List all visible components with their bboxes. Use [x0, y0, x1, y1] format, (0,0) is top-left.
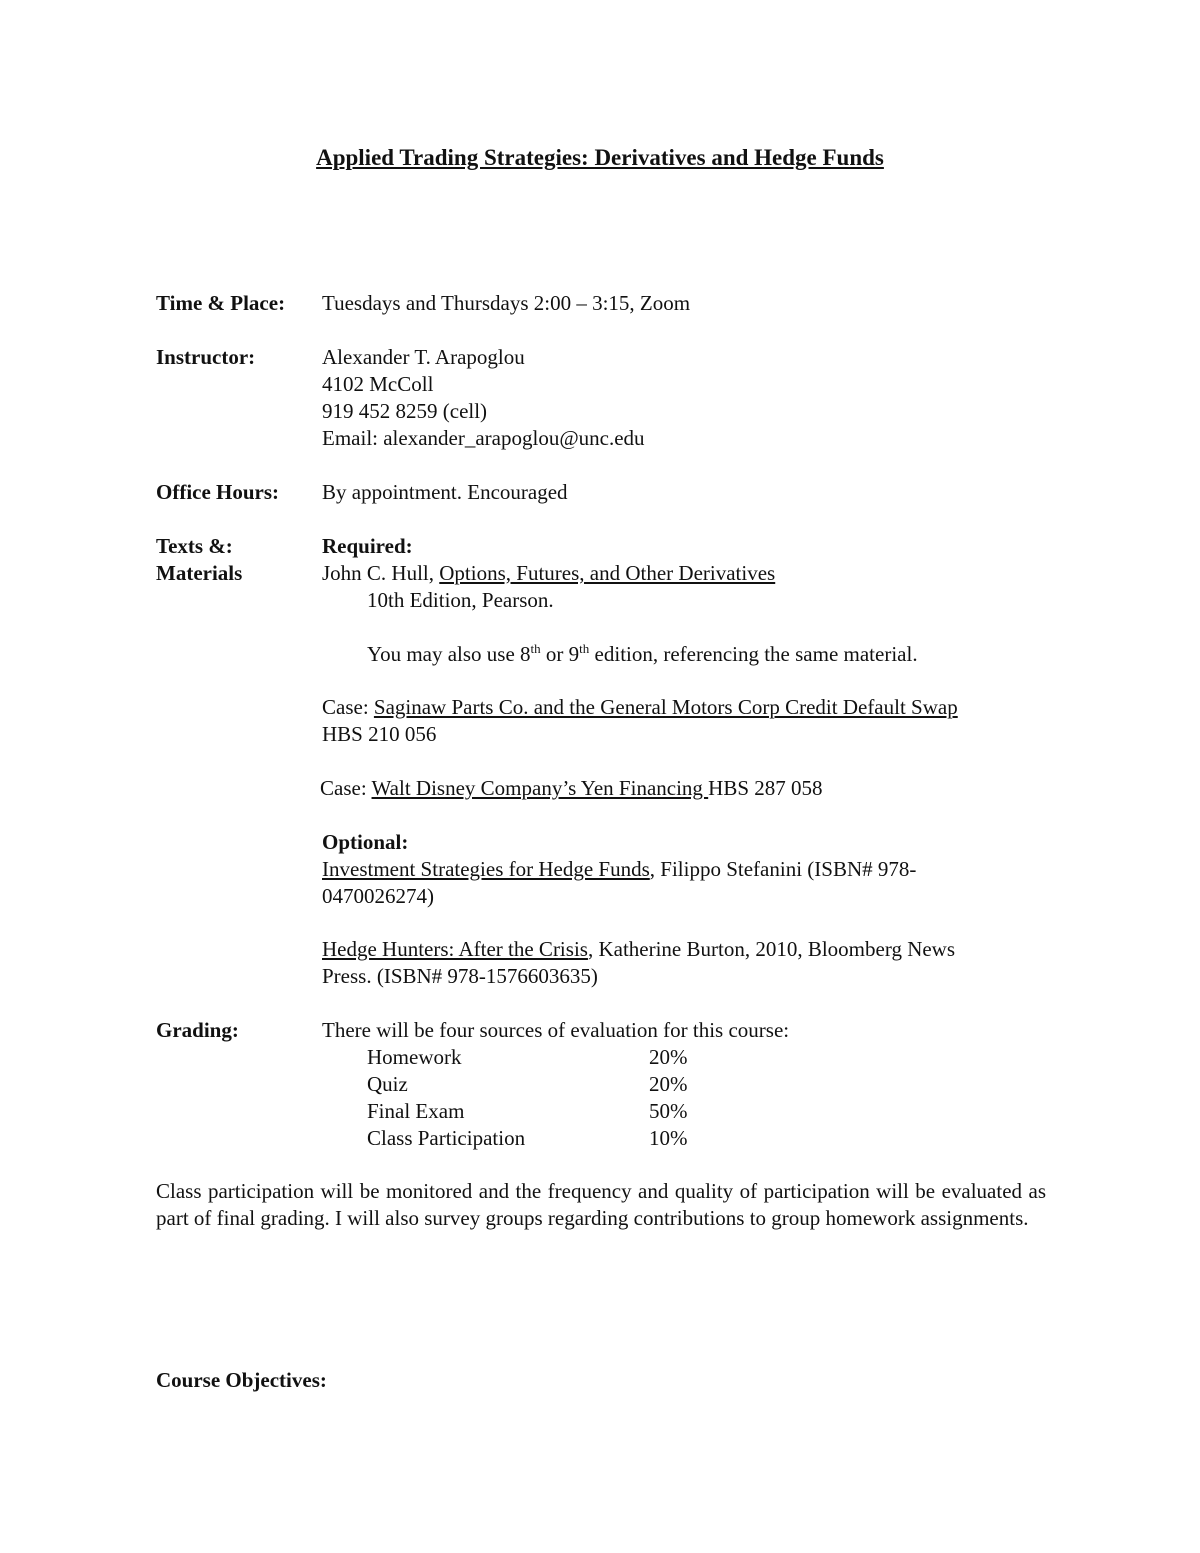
- materials-label: Materials: [156, 561, 243, 585]
- hull-book-title: Options, Futures, and Other Derivatives: [439, 561, 776, 585]
- grading-item-name: Quiz: [367, 1072, 408, 1096]
- alt-edition-sup-1: th: [530, 641, 541, 656]
- optional-book-1-isbn: 0470026274): [322, 884, 434, 908]
- case-1-code: HBS 210 056: [322, 722, 437, 746]
- page-title: Applied Trading Strategies: Derivatives and Hedge Funds: [316, 145, 884, 170]
- grading-item-weight: 20%: [649, 1072, 688, 1096]
- required-text-hull: [322, 560, 775, 587]
- instructor-name: Alexander T. Arapoglou: [322, 345, 525, 369]
- alt-edition-text-2: or 9: [540, 642, 580, 666]
- case-1: [322, 694, 958, 721]
- instructor-phone: 919 452 8259 (cell): [322, 399, 488, 423]
- grading-intro: There will be four sources of evaluation for this course:: [322, 1018, 790, 1042]
- grading-item-weight: 50%: [649, 1099, 688, 1123]
- case-1-title: Saginaw Parts Co. and the General Motors Corp Credit Default Swap: [373, 695, 958, 719]
- alternate-edition-note: [367, 641, 918, 668]
- participation-paragraph: Class participation will be monitored and the frequency and quality of participation will be evaluated as part of final grading. I will also survey groups regarding contributions to group homework assignments.: [156, 1179, 1046, 1230]
- instructor-email: Email: alexander_arapoglou@unc.edu: [322, 426, 645, 450]
- office-hours-label: Office Hours:: [156, 480, 280, 504]
- case-2-code: HBS 287 058: [708, 776, 823, 800]
- optional-book-2-title: Hedge Hunters: After the Crisis: [322, 937, 588, 961]
- grading-item-name: Class Participation: [367, 1126, 526, 1150]
- optional-book-1-title: Investment Strategies for Hedge Funds: [322, 857, 650, 881]
- grading-label: Grading:: [156, 1018, 239, 1042]
- optional-book-1-details: , Filippo Stefanini (ISBN# 978-: [649, 857, 917, 881]
- grading-item-name: Homework: [367, 1045, 462, 1069]
- alt-edition-text-3: edition, referencing the same material.: [589, 642, 918, 666]
- case-1-prefix: Case:: [322, 695, 374, 719]
- optional-heading: Optional:: [322, 830, 409, 854]
- case-2-title: Walt Disney Company’s Yen Financing: [371, 776, 709, 800]
- instructor-label: Instructor:: [156, 345, 256, 369]
- optional-book-2-isbn: Press. (ISBN# 978-1576603635): [322, 964, 598, 988]
- case-2: [320, 775, 823, 802]
- course-objectives-heading: Course Objectives:: [156, 1368, 327, 1392]
- hull-author: John C. Hull,: [322, 561, 440, 585]
- case-2-prefix: Case:: [320, 776, 372, 800]
- grading-item-weight: 20%: [649, 1045, 688, 1069]
- required-heading: Required:: [322, 534, 413, 558]
- optional-book-2-details: , Katherine Burton, 2010, Bloomberg News: [587, 937, 956, 961]
- texts-label: Texts &:: [156, 534, 233, 558]
- alt-edition-sup-2: th: [579, 641, 590, 656]
- time-place-label: Time & Place:: [156, 291, 286, 315]
- alt-edition-text-1: You may also use 8: [367, 642, 531, 666]
- optional-book-1: [322, 856, 916, 883]
- office-hours-value: By appointment. Encouraged: [322, 480, 568, 504]
- hull-edition: 10th Edition, Pearson.: [367, 588, 554, 612]
- instructor-office: 4102 McColl: [322, 372, 434, 396]
- time-place-value: Tuesdays and Thursdays 2:00 – 3:15, Zoom: [322, 291, 691, 315]
- grading-item-name: Final Exam: [367, 1099, 465, 1123]
- optional-book-2: [322, 936, 955, 963]
- grading-item-weight: 10%: [649, 1126, 688, 1150]
